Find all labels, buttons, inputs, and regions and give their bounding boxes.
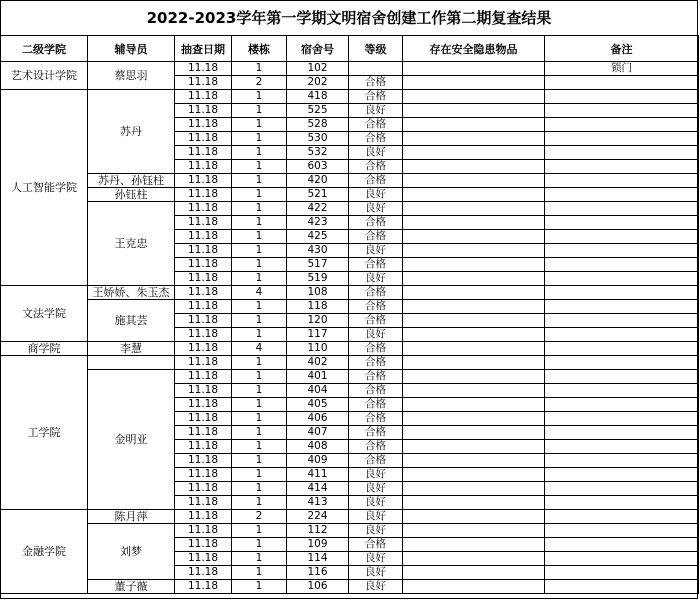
counselor-cell[interactable]: 苏丹: [88, 90, 175, 174]
note-cell[interactable]: [545, 356, 699, 370]
hazard-cell[interactable]: [403, 482, 545, 496]
building-cell[interactable]: 1: [232, 412, 287, 426]
grade-cell[interactable]: 合格: [349, 356, 403, 370]
col-header-counselor[interactable]: 辅导员: [88, 36, 175, 62]
college-cell[interactable]: 工学院: [1, 356, 88, 510]
room-cell[interactable]: 411: [287, 468, 349, 482]
col-header-college[interactable]: 二级学院: [1, 36, 88, 62]
date-cell[interactable]: 11.18: [175, 482, 232, 496]
note-cell[interactable]: [545, 90, 699, 104]
col-header-date[interactable]: 抽查日期: [175, 36, 232, 62]
building-cell[interactable]: 1: [232, 454, 287, 468]
grade-cell[interactable]: 合格: [349, 426, 403, 440]
building-cell[interactable]: 1: [232, 160, 287, 174]
table-row: [1, 286, 699, 300]
date-cell[interactable]: 11.18: [175, 216, 232, 230]
hazard-cell[interactable]: [403, 524, 545, 538]
building-cell[interactable]: 1: [232, 258, 287, 272]
building-cell[interactable]: 1: [232, 580, 287, 594]
col-header-room[interactable]: 宿舍号: [287, 36, 349, 62]
room-cell[interactable]: 532: [287, 146, 349, 160]
grade-cell[interactable]: 合格: [349, 412, 403, 426]
room-cell[interactable]: 413: [287, 496, 349, 510]
room-cell[interactable]: 418: [287, 90, 349, 104]
col-header-hazard[interactable]: 存在安全隐患物品: [403, 36, 545, 62]
building-cell[interactable]: 1: [232, 398, 287, 412]
note-cell[interactable]: [545, 342, 699, 356]
table-row: [1, 342, 699, 356]
note-cell[interactable]: [545, 412, 699, 426]
room-cell[interactable]: 116: [287, 566, 349, 580]
room-cell[interactable]: 406: [287, 412, 349, 426]
note-cell[interactable]: [545, 398, 699, 412]
hazard-cell[interactable]: [403, 580, 545, 594]
date-cell[interactable]: 11.18: [175, 468, 232, 482]
building-cell[interactable]: 1: [232, 132, 287, 146]
header-row: [1, 36, 699, 62]
grade-cell[interactable]: 良好: [349, 272, 403, 286]
room-cell[interactable]: 525: [287, 104, 349, 118]
table-row: [1, 174, 699, 188]
room-cell[interactable]: 517: [287, 258, 349, 272]
counselor-cell[interactable]: 王克忠: [88, 202, 175, 286]
room-cell[interactable]: 109: [287, 538, 349, 552]
grade-cell[interactable]: 良好: [349, 244, 403, 258]
date-cell[interactable]: 11.18: [175, 118, 232, 132]
hazard-cell[interactable]: [403, 244, 545, 258]
grade-cell[interactable]: 良好: [349, 524, 403, 538]
col-header-note[interactable]: 备注: [545, 36, 699, 62]
note-cell[interactable]: [545, 454, 699, 468]
building-cell[interactable]: 1: [232, 356, 287, 370]
date-cell[interactable]: 11.18: [175, 104, 232, 118]
table-row: [1, 62, 699, 76]
room-cell[interactable]: 120: [287, 314, 349, 328]
note-cell[interactable]: [545, 552, 699, 566]
date-cell[interactable]: 11.18: [175, 244, 232, 258]
room-cell[interactable]: 521: [287, 188, 349, 202]
note-cell[interactable]: [545, 538, 699, 552]
building-cell[interactable]: 1: [232, 566, 287, 580]
room-cell[interactable]: 407: [287, 426, 349, 440]
date-cell[interactable]: 11.18: [175, 566, 232, 580]
note-cell[interactable]: 锁门: [545, 62, 699, 76]
date-cell[interactable]: 11.18: [175, 384, 232, 398]
note-cell[interactable]: [545, 286, 699, 300]
building-cell[interactable]: 1: [232, 468, 287, 482]
room-cell[interactable]: 402: [287, 356, 349, 370]
hazard-cell[interactable]: [403, 538, 545, 552]
room-cell[interactable]: 102: [287, 62, 349, 76]
hazard-cell[interactable]: [403, 496, 545, 510]
date-cell[interactable]: 11.18: [175, 230, 232, 244]
note-cell[interactable]: [545, 76, 699, 90]
hazard-cell[interactable]: [403, 328, 545, 342]
note-cell[interactable]: [545, 146, 699, 160]
building-cell[interactable]: 2: [232, 76, 287, 90]
counselor-cell[interactable]: 刘梦: [88, 524, 175, 580]
note-cell[interactable]: [545, 202, 699, 216]
date-cell[interactable]: 11.18: [175, 440, 232, 454]
room-cell[interactable]: 528: [287, 118, 349, 132]
room-cell[interactable]: 118: [287, 300, 349, 314]
building-cell[interactable]: 1: [232, 216, 287, 230]
date-cell[interactable]: 11.18: [175, 202, 232, 216]
room-cell[interactable]: 422: [287, 202, 349, 216]
grade-cell[interactable]: [349, 62, 403, 76]
hazard-cell[interactable]: [403, 216, 545, 230]
date-cell[interactable]: 11.18: [175, 272, 232, 286]
hazard-cell[interactable]: [403, 398, 545, 412]
note-cell[interactable]: [545, 258, 699, 272]
room-cell[interactable]: 430: [287, 244, 349, 258]
counselor-cell[interactable]: 苏丹、孙钰柱: [88, 174, 175, 188]
grade-cell[interactable]: 良好: [349, 146, 403, 160]
building-cell[interactable]: 1: [232, 62, 287, 76]
note-cell[interactable]: [545, 510, 699, 524]
building-cell[interactable]: 1: [232, 90, 287, 104]
building-cell[interactable]: 1: [232, 146, 287, 160]
hazard-cell[interactable]: [403, 118, 545, 132]
grade-cell[interactable]: 合格: [349, 160, 403, 174]
table-row: [1, 202, 699, 216]
building-cell[interactable]: 1: [232, 118, 287, 132]
date-cell[interactable]: 11.18: [175, 90, 232, 104]
building-cell[interactable]: 1: [232, 244, 287, 258]
date-cell[interactable]: 11.18: [175, 524, 232, 538]
table-row: [1, 524, 699, 538]
note-cell[interactable]: [545, 370, 699, 384]
note-cell[interactable]: [545, 230, 699, 244]
date-cell[interactable]: 11.18: [175, 580, 232, 594]
table-row: [1, 188, 699, 202]
building-cell[interactable]: 1: [232, 230, 287, 244]
date-cell[interactable]: 11.18: [175, 370, 232, 384]
counselor-cell[interactable]: 孙钰柱: [88, 188, 175, 202]
room-cell[interactable]: 423: [287, 216, 349, 230]
building-cell[interactable]: 1: [232, 496, 287, 510]
note-cell[interactable]: [545, 132, 699, 146]
grade-cell[interactable]: 合格: [349, 76, 403, 90]
date-cell[interactable]: 11.18: [175, 188, 232, 202]
building-cell[interactable]: 1: [232, 482, 287, 496]
room-cell[interactable]: 420: [287, 174, 349, 188]
hazard-cell[interactable]: [403, 440, 545, 454]
room-cell[interactable]: 112: [287, 524, 349, 538]
date-cell[interactable]: 11.18: [175, 426, 232, 440]
grade-cell[interactable]: 良好: [349, 468, 403, 482]
table-row: [1, 90, 699, 104]
note-cell[interactable]: [545, 468, 699, 482]
note-cell[interactable]: [545, 314, 699, 328]
room-cell[interactable]: 408: [287, 440, 349, 454]
hazard-cell[interactable]: [403, 384, 545, 398]
grade-cell[interactable]: 良好: [349, 552, 403, 566]
room-cell[interactable]: 401: [287, 370, 349, 384]
grade-cell[interactable]: 合格: [349, 216, 403, 230]
room-cell[interactable]: 409: [287, 454, 349, 468]
note-cell[interactable]: [545, 328, 699, 342]
room-cell[interactable]: 106: [287, 580, 349, 594]
col-header-building[interactable]: 楼栋: [232, 36, 287, 62]
date-cell[interactable]: 11.18: [175, 300, 232, 314]
hazard-cell[interactable]: [403, 412, 545, 426]
grade-cell[interactable]: 良好: [349, 580, 403, 594]
date-cell[interactable]: 11.18: [175, 146, 232, 160]
counselor-cell[interactable]: 董子薇: [88, 580, 175, 594]
college-cell[interactable]: 文法学院: [1, 286, 88, 342]
hazard-cell[interactable]: [403, 202, 545, 216]
note-cell[interactable]: [545, 426, 699, 440]
note-cell[interactable]: [545, 580, 699, 594]
building-cell[interactable]: 1: [232, 314, 287, 328]
room-cell[interactable]: 414: [287, 482, 349, 496]
grade-cell[interactable]: 良好: [349, 328, 403, 342]
grade-cell[interactable]: 合格: [349, 370, 403, 384]
hazard-cell[interactable]: [403, 188, 545, 202]
date-cell[interactable]: 11.18: [175, 356, 232, 370]
hazard-cell[interactable]: [403, 174, 545, 188]
college-cell[interactable]: 人工智能学院: [1, 90, 88, 286]
grade-cell[interactable]: 合格: [349, 230, 403, 244]
building-cell[interactable]: 1: [232, 370, 287, 384]
note-cell[interactable]: [545, 272, 699, 286]
table-row: [1, 300, 699, 314]
note-cell[interactable]: [545, 174, 699, 188]
building-cell[interactable]: 1: [232, 272, 287, 286]
college-cell[interactable]: 金融学院: [1, 510, 88, 594]
grade-cell[interactable]: 合格: [349, 286, 403, 300]
counselor-cell[interactable]: 陈月萍: [88, 510, 175, 524]
hazard-cell[interactable]: [403, 468, 545, 482]
room-cell[interactable]: 202: [287, 76, 349, 90]
hazard-cell[interactable]: [403, 160, 545, 174]
hazard-cell[interactable]: [403, 314, 545, 328]
counselor-cell[interactable]: 金明亚: [88, 370, 175, 510]
building-cell[interactable]: 1: [232, 328, 287, 342]
note-cell[interactable]: [545, 524, 699, 538]
hazard-cell[interactable]: [403, 104, 545, 118]
hazard-cell[interactable]: [403, 62, 545, 76]
note-cell[interactable]: [545, 482, 699, 496]
inspection-table: [0, 35, 699, 594]
hazard-cell[interactable]: [403, 146, 545, 160]
grade-cell[interactable]: 良好: [349, 188, 403, 202]
date-cell[interactable]: 11.18: [175, 174, 232, 188]
date-cell[interactable]: 11.18: [175, 258, 232, 272]
grade-cell[interactable]: 合格: [349, 384, 403, 398]
grade-cell[interactable]: 良好: [349, 566, 403, 580]
date-cell[interactable]: 11.18: [175, 510, 232, 524]
room-cell[interactable]: 519: [287, 272, 349, 286]
college-cell[interactable]: 商学院: [1, 342, 88, 356]
note-cell[interactable]: [545, 440, 699, 454]
building-cell[interactable]: 1: [232, 524, 287, 538]
college-cell[interactable]: 艺术设计学院: [1, 62, 88, 90]
table-row: [1, 510, 699, 524]
hazard-cell[interactable]: [403, 510, 545, 524]
grade-cell[interactable]: 合格: [349, 258, 403, 272]
room-cell[interactable]: 110: [287, 342, 349, 356]
grade-cell[interactable]: 良好: [349, 104, 403, 118]
room-cell[interactable]: 603: [287, 160, 349, 174]
table-row: [1, 580, 699, 594]
grade-cell[interactable]: 良好: [349, 202, 403, 216]
note-cell[interactable]: [545, 496, 699, 510]
grade-cell[interactable]: 合格: [349, 454, 403, 468]
date-cell[interactable]: 11.18: [175, 160, 232, 174]
note-cell[interactable]: [545, 188, 699, 202]
col-header-grade[interactable]: 等级: [349, 36, 403, 62]
counselor-cell[interactable]: 施其芸: [88, 300, 175, 342]
room-cell[interactable]: 114: [287, 552, 349, 566]
date-cell[interactable]: 11.18: [175, 496, 232, 510]
date-cell[interactable]: 11.18: [175, 62, 232, 76]
grade-cell[interactable]: 合格: [349, 118, 403, 132]
room-cell[interactable]: 530: [287, 132, 349, 146]
note-cell[interactable]: [545, 118, 699, 132]
hazard-cell[interactable]: [403, 426, 545, 440]
date-cell[interactable]: 11.18: [175, 398, 232, 412]
building-cell[interactable]: 1: [232, 174, 287, 188]
note-cell[interactable]: [545, 566, 699, 580]
hazard-cell[interactable]: [403, 90, 545, 104]
date-cell[interactable]: 11.18: [175, 552, 232, 566]
grade-cell[interactable]: 良好: [349, 496, 403, 510]
hazard-cell[interactable]: [403, 272, 545, 286]
note-cell[interactable]: [545, 216, 699, 230]
hazard-cell[interactable]: [403, 300, 545, 314]
building-cell[interactable]: 1: [232, 440, 287, 454]
building-cell[interactable]: 1: [232, 104, 287, 118]
grade-cell[interactable]: 合格: [349, 300, 403, 314]
room-cell[interactable]: 117: [287, 328, 349, 342]
grade-cell[interactable]: 合格: [349, 174, 403, 188]
counselor-cell[interactable]: [88, 356, 175, 370]
hazard-cell[interactable]: [403, 566, 545, 580]
counselor-cell[interactable]: 李慧: [88, 342, 175, 356]
note-cell[interactable]: [545, 104, 699, 118]
building-cell[interactable]: 4: [232, 286, 287, 300]
grade-cell[interactable]: 合格: [349, 132, 403, 146]
room-cell[interactable]: 404: [287, 384, 349, 398]
hazard-cell[interactable]: [403, 342, 545, 356]
grade-cell[interactable]: 合格: [349, 538, 403, 552]
building-cell[interactable]: 1: [232, 202, 287, 216]
date-cell[interactable]: 11.18: [175, 342, 232, 356]
grade-cell[interactable]: 合格: [349, 398, 403, 412]
counselor-cell[interactable]: 王娇娇、朱玉杰: [88, 286, 175, 300]
room-cell[interactable]: 405: [287, 398, 349, 412]
grade-cell[interactable]: 合格: [349, 440, 403, 454]
hazard-cell[interactable]: [403, 258, 545, 272]
building-cell[interactable]: 1: [232, 552, 287, 566]
table-row: [1, 356, 699, 370]
building-cell[interactable]: 1: [232, 300, 287, 314]
date-cell[interactable]: 11.18: [175, 412, 232, 426]
room-cell[interactable]: 224: [287, 510, 349, 524]
note-cell[interactable]: [545, 384, 699, 398]
building-cell[interactable]: 1: [232, 426, 287, 440]
building-cell[interactable]: 1: [232, 188, 287, 202]
hazard-cell[interactable]: [403, 286, 545, 300]
hazard-cell[interactable]: [403, 230, 545, 244]
note-cell[interactable]: [545, 300, 699, 314]
sheet-title: 2022-2023学年第一学期文明宿舍创建工作第二期复查结果: [1, 1, 697, 36]
note-cell[interactable]: [545, 160, 699, 174]
date-cell[interactable]: 11.18: [175, 314, 232, 328]
building-cell[interactable]: 1: [232, 384, 287, 398]
counselor-cell[interactable]: 蔡思羽: [88, 62, 175, 90]
table-row: [1, 370, 699, 384]
hazard-cell[interactable]: [403, 552, 545, 566]
date-cell[interactable]: 11.18: [175, 538, 232, 552]
building-cell[interactable]: 1: [232, 538, 287, 552]
building-cell[interactable]: 2: [232, 510, 287, 524]
date-cell[interactable]: 11.18: [175, 76, 232, 90]
table-body: [1, 62, 699, 594]
hazard-cell[interactable]: [403, 132, 545, 146]
grade-cell[interactable]: 合格: [349, 314, 403, 328]
grade-cell[interactable]: 良好: [349, 510, 403, 524]
building-cell[interactable]: 4: [232, 342, 287, 356]
date-cell[interactable]: 11.18: [175, 328, 232, 342]
date-cell[interactable]: 11.18: [175, 454, 232, 468]
date-cell[interactable]: 11.18: [175, 286, 232, 300]
hazard-cell[interactable]: [403, 370, 545, 384]
hazard-cell[interactable]: [403, 454, 545, 468]
room-cell[interactable]: 425: [287, 230, 349, 244]
date-cell[interactable]: 11.18: [175, 132, 232, 146]
note-cell[interactable]: [545, 244, 699, 258]
grade-cell[interactable]: 合格: [349, 90, 403, 104]
grade-cell[interactable]: 良好: [349, 482, 403, 496]
room-cell[interactable]: 108: [287, 286, 349, 300]
grade-cell[interactable]: 合格: [349, 342, 403, 356]
hazard-cell[interactable]: [403, 76, 545, 90]
hazard-cell[interactable]: [403, 356, 545, 370]
